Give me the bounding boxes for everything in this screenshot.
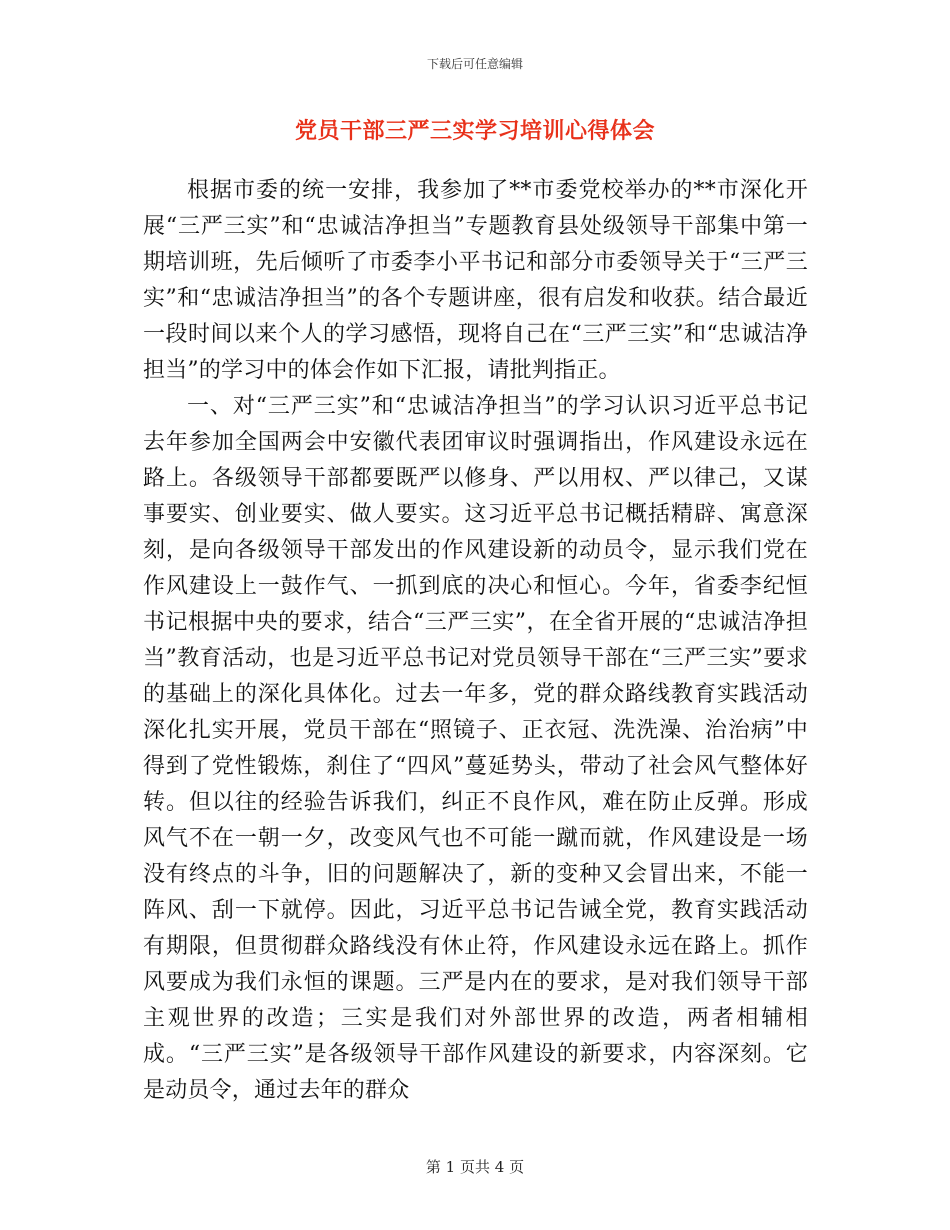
document-title: 党员干部三严三实学习培训心得体会 xyxy=(294,118,655,144)
document-body xyxy=(143,173,808,1109)
header-note: 下载后可任意编辑 xyxy=(426,57,523,71)
page-number: 第 1 页共 4 页 xyxy=(425,1158,525,1176)
paragraph-section-one: 一、对“三严三实”和“忠诚洁净担当”的学习认识习近平总书记去年参加全国两会中安徽代表团审议时强调指出，作风建设永远在路上。各级领导干部都要既严以修身、严以用权、严以律己，又谋事要实、创业要实、做人要实。这习近平总书记概括精辟、寓意深刻，是向各级领导干部发出的作风建设新的动员令，显示我们党在作风建设上一鼓作气、一抓到底的决心和恒心。今年，省委李纪恒书记根据中央的要求，结合“三严三实”，在全省开展的“忠诚洁净担当”教育活动，也是习近平总书记对党员领导干部在“三严三实”要求的基础上的深化具体化。过去一年多，党的群众路线教育实践活动深化扎实开展，党员干部在“照镜子、正衣冠、洗洗澡、治治病”中得到了党性锻炼，刹住了“四风”蔓延势头，带动了社会风气整体好转。但以往的经验告诉我们，纠正不良作风，难在防止反弹。形成风气不在一朝一夕，改变风气也不可能一蹴而就，作风建设是一场没有终点的斗争，旧的问题解决了，新的变种又会冒出来，不能一阵风、刮一下就停。因此，习近平总书记告诫全党，教育实践活动有期限，但贯彻群众路线没有休止符，作风建设永远在路上。抓作风要成为我们永恒的课题。三严是内在的要求，是对我们领导干部主观世界的改造；三实是我们对外部世界的改造，两者相辅相成。“三严三实”是各级领导干部作风建设的新要求，内容深刻。它是动员令，通过去年的群众 xyxy=(143,394,808,1103)
paragraph-intro: 根据市委的统一安排，我参加了**市委党校举办的**市深化开展“三严三实”和“忠诚洁净担当”专题教育县处级领导干部集中第一期培训班，先后倾听了市委李小平书记和部分市委领导关于“三严三实”和“忠诚洁净担当”的各个专题讲座，很有启发和收获。结合最近一段时间以来个人的学习感悟，现将自己在“三严三实”和“忠诚洁净担当”的学习中的体会作如下汇报，请批判指正。 xyxy=(143,178,808,383)
